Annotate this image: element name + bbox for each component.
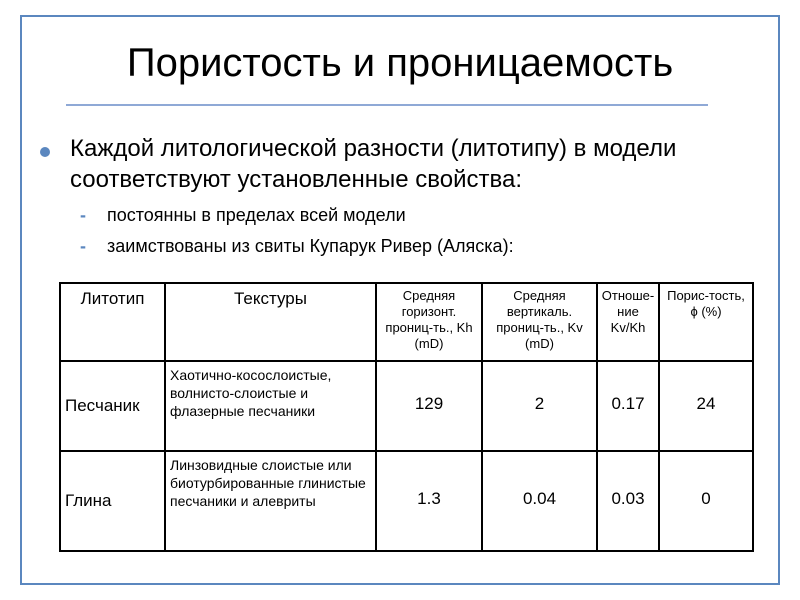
cell-lithotype: Глина <box>60 451 165 551</box>
cell-porosity: 0 <box>659 451 753 551</box>
header-textures: Текстуры <box>165 283 376 361</box>
cell-kv: 0.04 <box>482 451 597 551</box>
sub-item-text: постоянны в пределах всей модели <box>107 205 406 225</box>
cell-ratio: 0.03 <box>597 451 659 551</box>
cell-texture: Хаотично-косослоистые, волнисто-слоистые и флазерные песчаники <box>165 361 376 451</box>
header-porosity: Порис-тость, ϕ (%) <box>659 283 753 361</box>
cell-porosity: 24 <box>659 361 753 451</box>
table-row <box>60 451 753 551</box>
cell-kv: 2 <box>482 361 597 451</box>
header-kh: Средняя горизонт. прониц-ть., Kh (mD) <box>376 283 482 361</box>
header-lithotype: Литотип <box>60 283 165 361</box>
dash-icon: - <box>80 236 86 256</box>
table-row <box>60 361 753 451</box>
cell-ratio: 0.17 <box>597 361 659 451</box>
bullet-text: Каждой литологической разности (литотипу) в модели соответствуют установленные свойства: <box>70 135 677 193</box>
header-kv: Средняя вертикаль. прониц-ть., Kv (mD) <box>482 283 597 361</box>
slide-title: Пористость и проницаемость <box>126 41 674 85</box>
dash-icon: - <box>80 205 86 225</box>
cell-kh: 1.3 <box>376 451 482 551</box>
cell-kh: 129 <box>376 361 482 451</box>
cell-lithotype: Песчаник <box>60 361 165 451</box>
header-ratio: Отноше-ние Kv/Kh <box>597 283 659 361</box>
properties-table <box>59 282 754 552</box>
cell-texture: Линзовидные слоистые или биотурбированные глинистые песчаники и алевриты <box>165 451 376 551</box>
table-header-row <box>60 283 753 361</box>
sub-item-text: заимствованы из свиты Купарук Ривер (Аляска): <box>107 236 514 256</box>
title-underline <box>66 104 708 106</box>
bullet-icon <box>40 147 50 157</box>
